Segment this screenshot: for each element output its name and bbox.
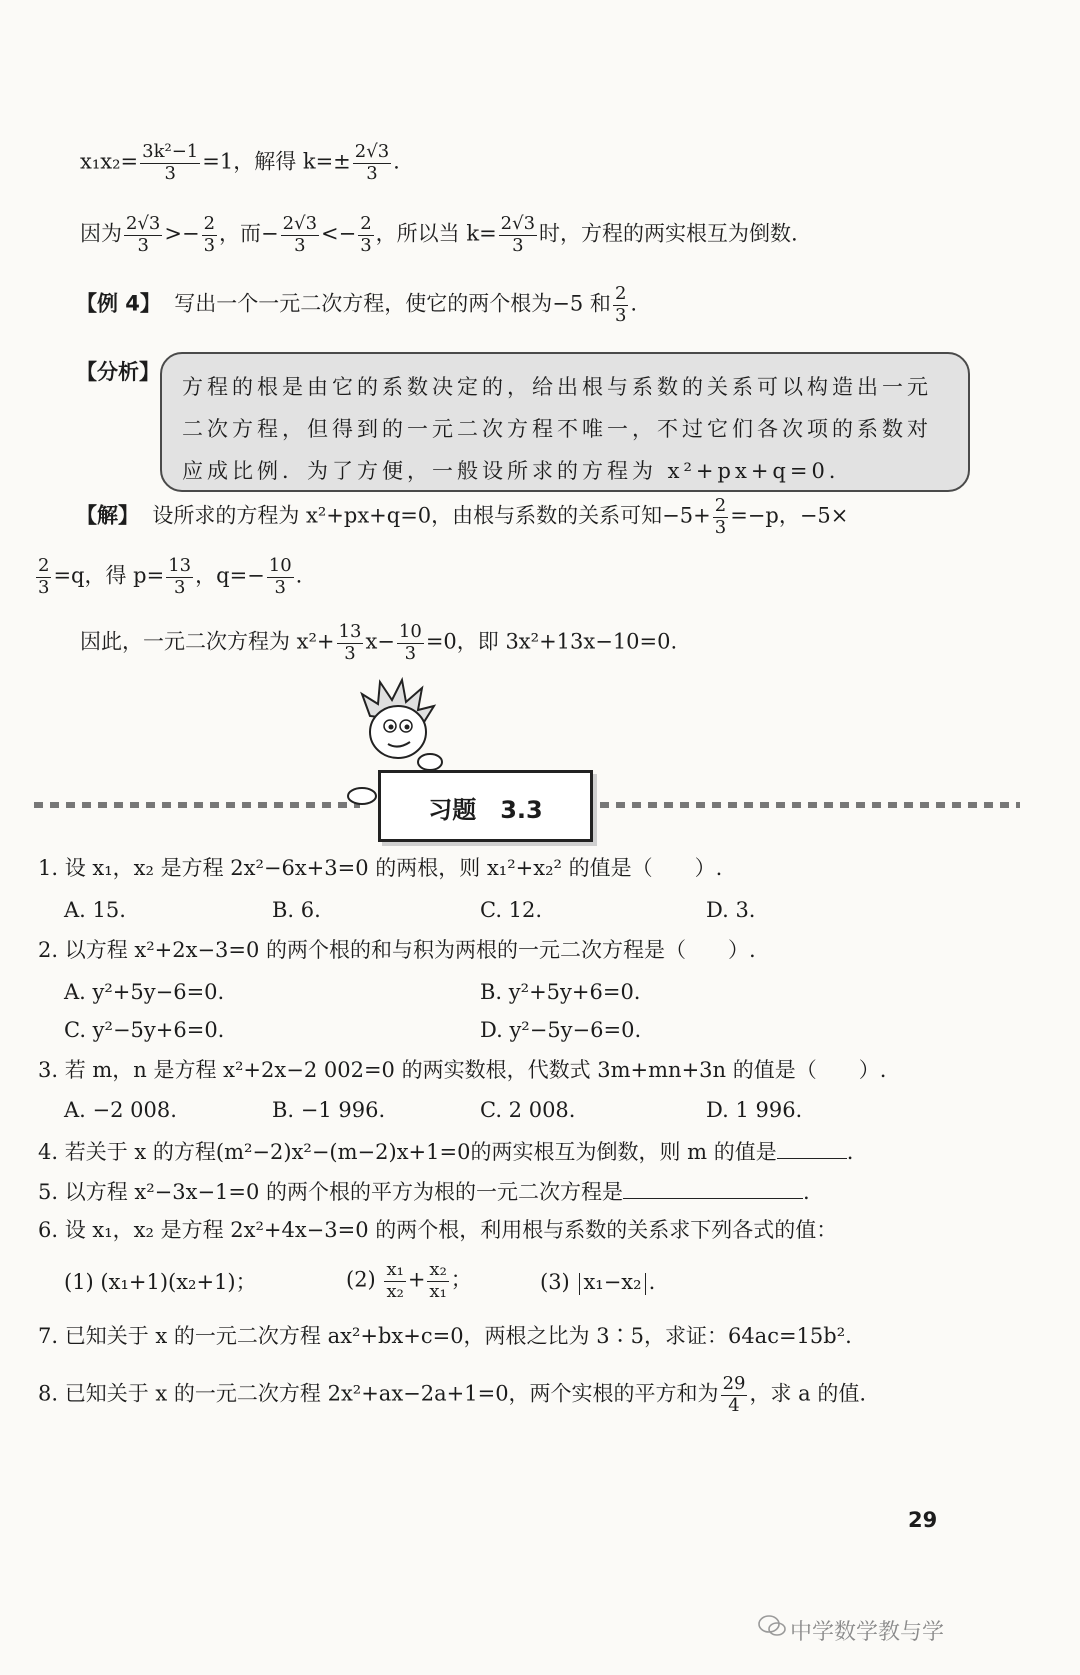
problem-3: 3. 若 m，n 是方程 x²+2x−2 002=0 的两实数根，代数式 3m+mn+3n 的值是（ ）. bbox=[38, 1058, 887, 1082]
problem-1-option-c: C. 12. bbox=[480, 898, 543, 922]
fraction: $\frac{2}{3}$ bbox=[614, 283, 627, 326]
problem-3-option-c: C. 2 008. bbox=[480, 1098, 576, 1122]
fraction: $\frac{\text{3k²−1}}{3}$ bbox=[142, 141, 199, 184]
fraction: $\frac{29}{4}$ bbox=[722, 1373, 746, 1416]
problem-1-option-a: A. 15. bbox=[64, 898, 126, 922]
problem-3-option-a: A. −2 008. bbox=[64, 1098, 177, 1122]
fraction: $\frac{\text{x₂}}{\text{x₁}}$ bbox=[429, 1259, 447, 1302]
example-4: 【例 4】 写出一个一元二次方程，使它的两个根为−5 和 $\frac{2}{3}$ . bbox=[76, 283, 638, 326]
fraction: $\frac{2}{3}$ bbox=[360, 213, 372, 256]
fraction: $\frac{10}{3}$ bbox=[398, 621, 422, 664]
problem-6-part-1: (1) (x₁+1)(x₂+1)； bbox=[64, 1270, 257, 1294]
fraction: $\frac{\text{x₁}}{\text{x₂}}$ bbox=[386, 1259, 404, 1302]
solution-line-2: $\frac{2}{3}$ =q，得 p= $\frac{13}{3}$ ，q=− $\frac{10}{3}$ . bbox=[38, 555, 303, 598]
fraction: $\frac{2}{3}$ bbox=[203, 213, 216, 256]
problem-2-option-c: C. y²−5y+6=0. bbox=[64, 1018, 225, 1042]
text: . bbox=[393, 149, 400, 174]
analysis-label: 【分析】 bbox=[76, 360, 160, 384]
text: =1，解得 k=± bbox=[202, 149, 351, 174]
fraction: $\frac{10}{3}$ bbox=[268, 555, 292, 598]
text: x₁x₂= bbox=[80, 149, 139, 174]
problem-1-option-d: D. 3. bbox=[706, 898, 756, 922]
fraction: $\frac{13}{3}$ bbox=[168, 555, 192, 598]
problem-2-option-b: B. y²+5y+6=0. bbox=[480, 980, 641, 1004]
problem-3-option-b: B. −1 996. bbox=[272, 1098, 386, 1122]
page-number: 29 bbox=[908, 1508, 938, 1532]
problem-2: 2. 以方程 x²+2x−3=0 的两个根的和与积为两根的一元二次方程是（ ）. bbox=[38, 938, 756, 962]
problem-6-part-2: (2) $\frac{\text{x₁}}{\text{x₂}}$ + $\frac{\text{x₂}}{\text{x₁}}$ ； bbox=[346, 1259, 472, 1302]
example-text: 写出一个一元二次方程，使它的两个根为−5 和 bbox=[174, 291, 611, 316]
example-label: 【例 4】 bbox=[76, 291, 161, 316]
equation-line-1 bbox=[80, 142, 400, 184]
solution-line-1: 【解】 设所求的方程为 x²+px+q=0，由根与系数的关系可知−5+ $\frac{2}{3}$ =−p，−5× bbox=[76, 495, 849, 538]
solution-label: 【解】 bbox=[76, 503, 139, 528]
problem-4: 4. 若关于 x 的方程(m²−2)x²−(m−2)x+1=0的两实根互为倒数，则 m 的值是 . bbox=[38, 1140, 854, 1164]
watermark-text: 中学数学教与学 bbox=[790, 1620, 945, 1645]
fraction: $\frac{2√3}{3}$ bbox=[126, 213, 161, 256]
fraction: $\frac{2√3}{3}$ bbox=[500, 213, 536, 256]
problem-2-option-a: A. y²+5y−6=0. bbox=[64, 980, 225, 1004]
problem-3-option-d: D. 1 996. bbox=[706, 1098, 803, 1122]
wechat-logo-icon bbox=[758, 1614, 786, 1638]
section-divider-right bbox=[600, 802, 1020, 808]
fraction: $\frac{2√3}{3}$ bbox=[354, 141, 390, 184]
fraction: $\frac{2}{3}$ bbox=[714, 495, 727, 538]
section-title: 习题 3.3 bbox=[428, 796, 543, 824]
problem-8: 8. 已知关于 x 的一元二次方程 2x²+ax−2a+1=0，两个实根的平方和为 $\frac{29}{4}$ ，求 a 的值. bbox=[38, 1373, 867, 1416]
problem-2-option-d: D. y²−5y−6=0. bbox=[480, 1018, 642, 1042]
problem-7: 7. 已知关于 x 的一元二次方程 ax²+bx+c=0，两根之比为 3∶5，求证：64ac=15b². bbox=[38, 1324, 852, 1348]
fraction: $\frac{2√3}{3}$ bbox=[282, 213, 318, 256]
answer-blank bbox=[623, 1180, 803, 1199]
fraction: $\frac{2}{3}$ bbox=[38, 555, 50, 598]
solution-line-3: 因此，一元二次方程为 x²+ $\frac{13}{3}$ x− $\frac{10}{3}$ =0，即 3x²+13x−10=0. bbox=[80, 621, 678, 664]
abs-bar-right bbox=[645, 1273, 646, 1295]
section-divider-left bbox=[34, 802, 360, 808]
fraction: $\frac{13}{3}$ bbox=[338, 621, 362, 664]
problem-1-option-b: B. 6. bbox=[272, 898, 321, 922]
analysis-text: 方程的根是由它的系数决定的，给出根与系数的关系可以构造出一元二次方程，但得到的一元二次方程不唯一，不过它们各次项的系数对应成比例．为了方便，一般设所求的方程为 x²+px+q=0. bbox=[182, 375, 932, 483]
problem-5: 5. 以方程 x²−3x−1=0 的两个根的平方为根的一元二次方程是 . bbox=[38, 1180, 810, 1204]
equation-line-2: 因为 $\frac{2√3}{3}$ >− $\frac{2}{3}$ ，而− $\frac{2√3}{3}$ <− $\frac{2}{3}$ ，所以当 k= $\frac{2√3}{3}$ 时，方程的两实根互为倒数. bbox=[80, 213, 798, 256]
abs-bar-left bbox=[579, 1273, 580, 1295]
answer-blank bbox=[777, 1140, 847, 1159]
problem-6: 6. 设 x₁，x₂ 是方程 2x²+4x−3=0 的两个根，利用根与系数的关系求下列各式的值： bbox=[38, 1218, 838, 1242]
problem-1: 1. 设 x₁，x₂ 是方程 2x²−6x+3=0 的两根，则 x₁²+x₂² 的值是（ ）. bbox=[38, 856, 723, 880]
problem-6-part-3: (3) x₁−x₂ . bbox=[540, 1270, 656, 1294]
